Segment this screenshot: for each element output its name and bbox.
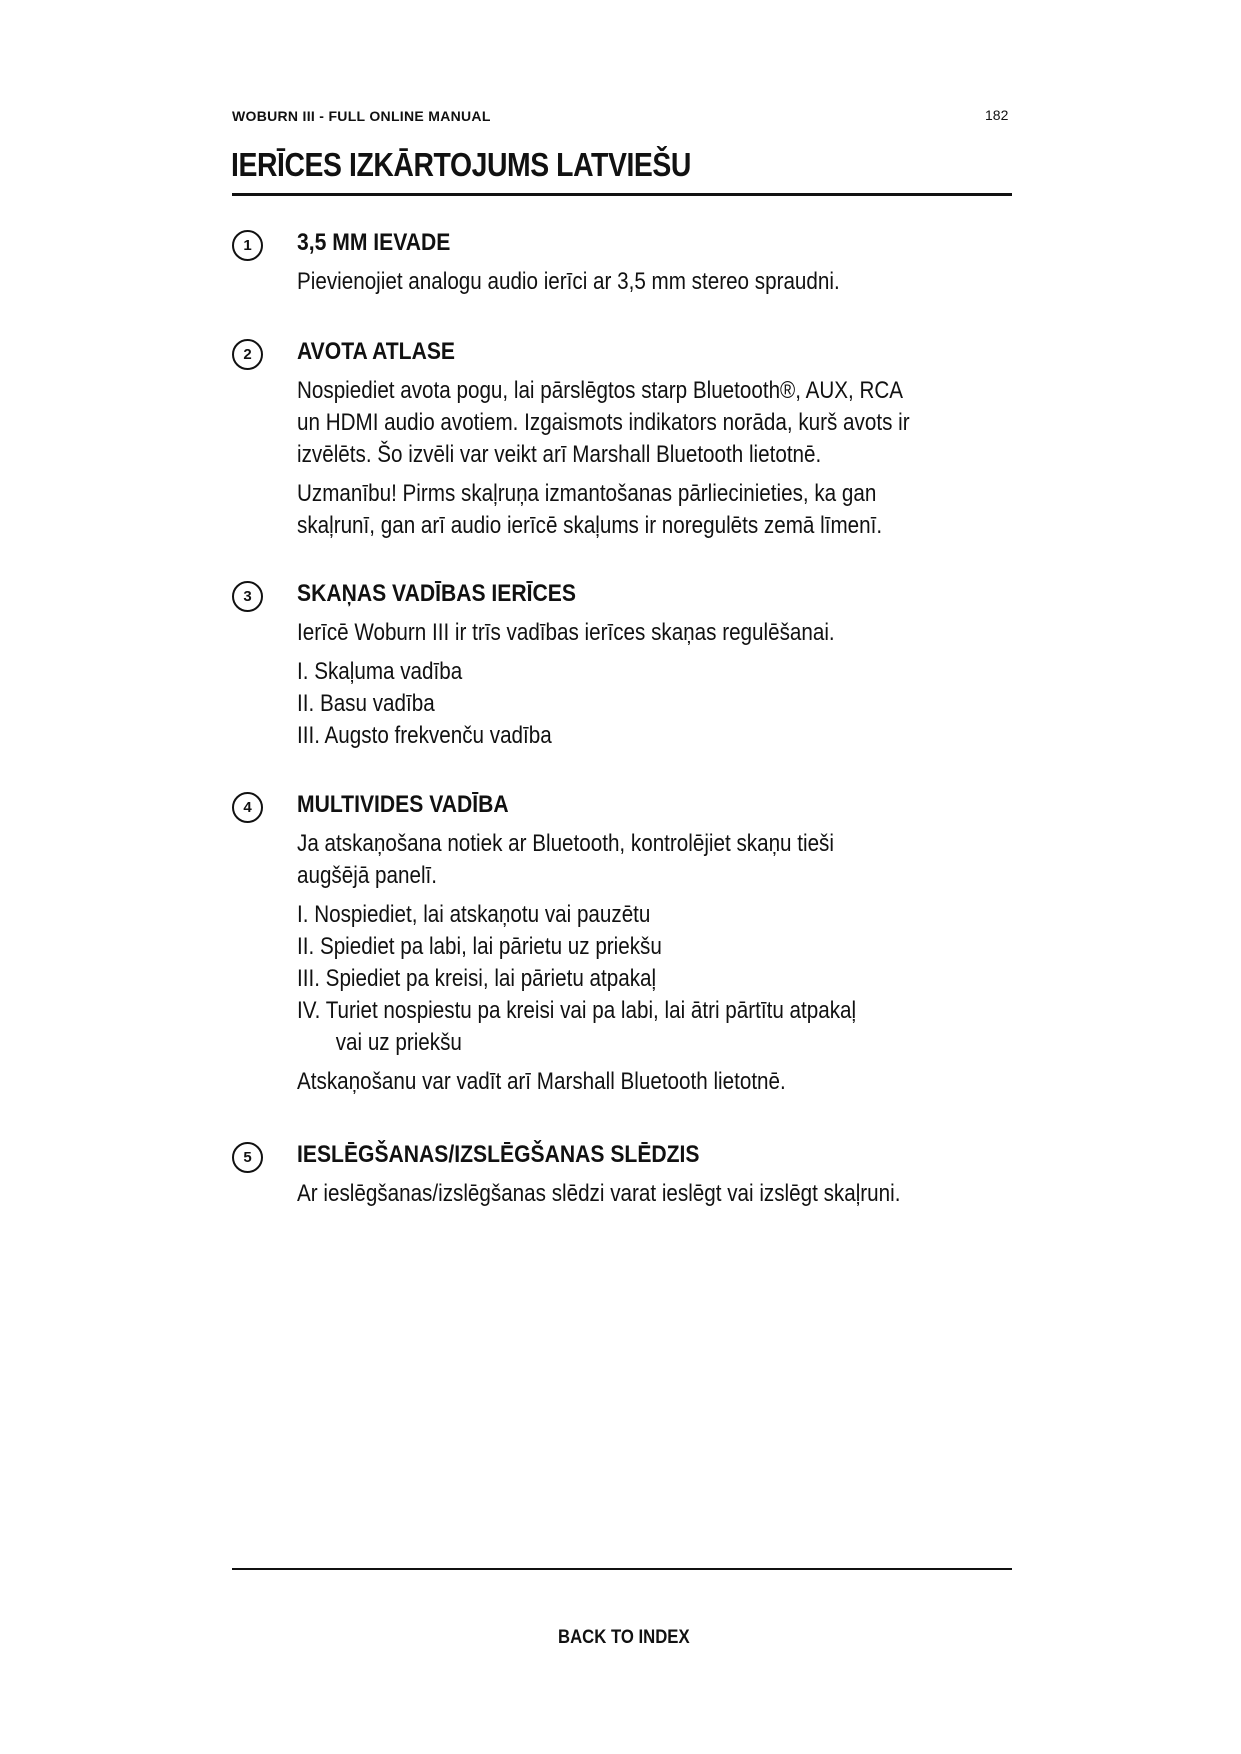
playback-list xyxy=(297,899,1017,1059)
item-body xyxy=(297,337,1017,542)
list-item: III. Augsto frekvenču vadība xyxy=(297,722,552,749)
item-number-badge: 4 xyxy=(232,792,263,823)
item-number-badge: 3 xyxy=(232,581,263,612)
item-number-badge: 2 xyxy=(232,339,263,370)
controls-list xyxy=(297,656,1017,752)
bottom-divider xyxy=(232,1568,1012,1570)
manual-header-title: WOBURN III - FULL ONLINE MANUAL xyxy=(232,108,491,124)
item-title: AVOTA ATLASE xyxy=(297,338,456,365)
item-title: SKAŅAS VADĪBAS IERĪCES xyxy=(297,580,576,607)
item-description-line: izvēlēts. Šo izvēli var veikt arī Marshall Bluetooth lietotnē. xyxy=(297,441,822,468)
item-body xyxy=(297,579,1017,752)
item-description: Ierīcē Woburn III ir trīs vadības ierīces skaņas regulēšanai. xyxy=(297,619,835,646)
list-item: III. Spiediet pa kreisi, lai pārietu atpakaļ xyxy=(297,965,657,992)
list-item: II. Basu vadība xyxy=(297,690,435,717)
item-description: Pievienojiet analogu audio ierīci ar 3,5 mm stereo spraudni. xyxy=(297,268,840,295)
item-body xyxy=(297,790,1017,1098)
item-note-line: Uzmanību! Pirms skaļruņa izmantošanas pārliecinieties, ka gan xyxy=(297,480,877,507)
item-body xyxy=(297,228,1017,298)
item-title: 3,5 MM IEVADE xyxy=(297,229,451,256)
item-footer-text: Atskaņošanu var vadīt arī Marshall Bluetooth lietotnē. xyxy=(297,1068,786,1095)
item-description-line: un HDMI audio avotiem. Izgaismots indikators norāda, kurš avots ir xyxy=(297,409,910,436)
item-title: IESLĒGŠANAS/IZSLĒGŠANAS SLĒDZIS xyxy=(297,1141,700,1168)
item-body xyxy=(297,1140,1017,1210)
page-number: 182 xyxy=(985,107,1009,123)
list-item: IV. Turiet nospiestu pa kreisi vai pa labi, lai ātri pārtītu atpakaļ xyxy=(297,997,857,1024)
item-number-badge: 1 xyxy=(232,230,263,261)
section-heading: IERĪCES IZKĀRTOJUMS LATVIEŠU xyxy=(231,146,691,183)
list-item: II. Spiediet pa labi, lai pārietu uz priekšu xyxy=(297,933,662,960)
item-description-line: augšējā panelī. xyxy=(297,862,438,889)
top-divider xyxy=(232,193,1012,196)
item-description: Ar ieslēgšanas/izslēgšanas slēdzi varat ieslēgt vai izslēgt skaļruni. xyxy=(297,1180,901,1207)
list-item-continuation: vai uz priekšu xyxy=(335,1029,462,1056)
item-note-line: skaļrunī, gan arī audio ierīcē skaļums ir noregulēts zemā līmenī. xyxy=(297,512,883,539)
back-to-index-link[interactable]: BACK TO INDEX xyxy=(558,1627,690,1648)
list-item: I. Nospiediet, lai atskaņotu vai pauzētu xyxy=(297,901,651,928)
list-item: I. Skaļuma vadība xyxy=(297,658,463,685)
item-title: MULTIVIDES VADĪBA xyxy=(297,791,509,818)
item-number-badge: 5 xyxy=(232,1142,263,1173)
item-description-line: Ja atskaņošana notiek ar Bluetooth, kontrolējiet skaņu tieši xyxy=(297,830,834,857)
item-description-line: Nospiediet avota pogu, lai pārslēgtos starp Bluetooth®, AUX, RCA xyxy=(297,377,904,404)
